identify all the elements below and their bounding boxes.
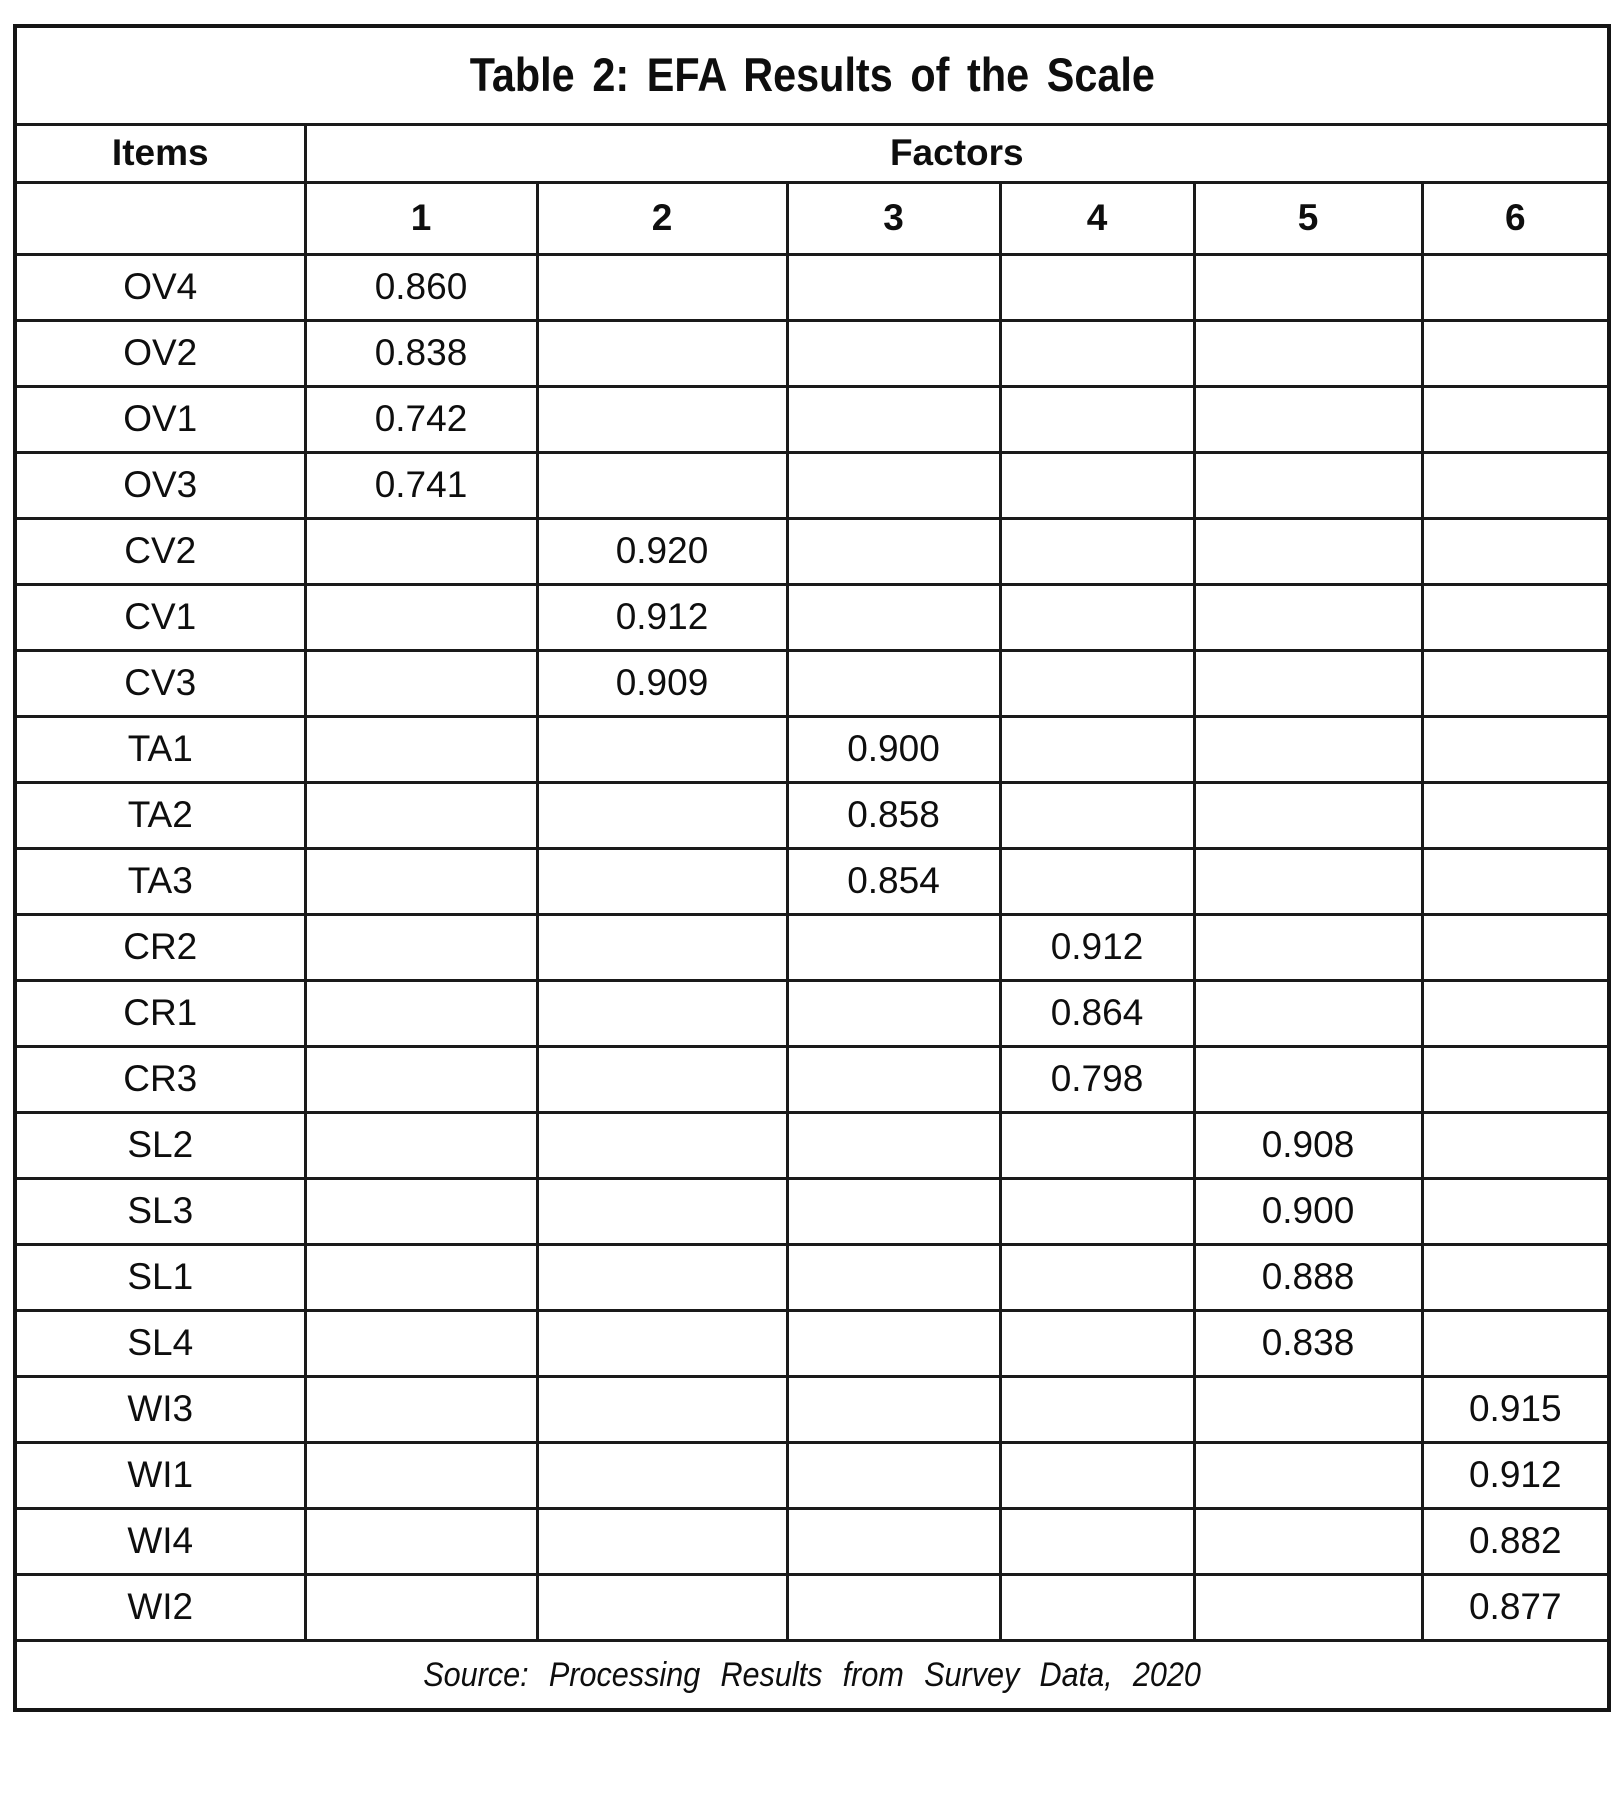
factor-cell	[1194, 980, 1422, 1046]
factor-cell	[1000, 518, 1194, 584]
title-cell	[15, 26, 1609, 124]
factor-cell	[787, 386, 1000, 452]
factor-cell	[787, 1574, 1000, 1640]
item-label: SL2	[15, 1112, 305, 1178]
factor-cell	[1000, 1112, 1194, 1178]
factor-cell	[1422, 1046, 1609, 1112]
factor-cell	[1422, 254, 1609, 320]
factor-cell	[787, 1508, 1000, 1574]
items-header: Items	[15, 124, 305, 182]
factor-cell: 0.741	[305, 452, 537, 518]
factor-cell	[1422, 452, 1609, 518]
table-row	[15, 980, 1609, 1046]
factor-cell	[537, 1310, 787, 1376]
factor-column-header: 2	[537, 182, 787, 254]
factor-cell	[1422, 716, 1609, 782]
factor-cell: 0.860	[305, 254, 537, 320]
table-row	[15, 1508, 1609, 1574]
factor-cell	[1000, 1310, 1194, 1376]
factor-cell	[1000, 1574, 1194, 1640]
factor-cell	[1000, 1508, 1194, 1574]
factor-cell	[1422, 386, 1609, 452]
table-row	[15, 782, 1609, 848]
factor-cell	[787, 254, 1000, 320]
factor-cell	[1194, 716, 1422, 782]
title-row	[15, 26, 1609, 124]
item-label: CV1	[15, 584, 305, 650]
table-row	[15, 1112, 1609, 1178]
factor-cell: 0.858	[787, 782, 1000, 848]
table-title: Table 2: EFA Results of the Scale	[469, 48, 1155, 102]
item-label: WI3	[15, 1376, 305, 1442]
factor-cell	[305, 1310, 537, 1376]
factor-cell	[1194, 914, 1422, 980]
factor-cell	[537, 848, 787, 914]
factor-cell: 0.909	[537, 650, 787, 716]
factor-cell	[1422, 914, 1609, 980]
factor-cell	[537, 1442, 787, 1508]
table-row	[15, 584, 1609, 650]
item-label: SL4	[15, 1310, 305, 1376]
table-row	[15, 650, 1609, 716]
factor-cell	[1422, 584, 1609, 650]
factor-cell	[1422, 518, 1609, 584]
item-label: OV1	[15, 386, 305, 452]
factor-cell	[305, 1508, 537, 1574]
factor-cell: 0.908	[1194, 1112, 1422, 1178]
factor-cell	[305, 980, 537, 1046]
factor-cell	[537, 1178, 787, 1244]
factor-cell	[305, 716, 537, 782]
factor-cell	[1194, 1442, 1422, 1508]
factor-cell	[1000, 716, 1194, 782]
factor-cell	[1194, 386, 1422, 452]
table-row	[15, 1178, 1609, 1244]
factor-cell	[1194, 1376, 1422, 1442]
factor-cell: 0.798	[1000, 1046, 1194, 1112]
factor-cell	[1000, 452, 1194, 518]
factor-cell	[305, 782, 537, 848]
factor-cell	[787, 1244, 1000, 1310]
factor-column-header: 4	[1000, 182, 1194, 254]
factor-cell: 0.742	[305, 386, 537, 452]
factor-cell	[1422, 1310, 1609, 1376]
factor-cell	[305, 1376, 537, 1442]
table-row	[15, 254, 1609, 320]
factor-number-row	[15, 182, 1609, 254]
item-label: SL3	[15, 1178, 305, 1244]
factor-cell	[537, 782, 787, 848]
factor-cell	[305, 584, 537, 650]
factor-cell	[787, 1112, 1000, 1178]
factor-cell	[1422, 650, 1609, 716]
factor-cell: 0.920	[537, 518, 787, 584]
factor-column-header: 6	[1422, 182, 1609, 254]
factor-column-header: 3	[787, 182, 1000, 254]
factor-cell	[787, 320, 1000, 386]
factor-cell	[1422, 980, 1609, 1046]
factor-cell: 0.838	[1194, 1310, 1422, 1376]
factor-cell	[1000, 782, 1194, 848]
table-row	[15, 848, 1609, 914]
table-row	[15, 1046, 1609, 1112]
factor-cell	[305, 848, 537, 914]
factor-cell: 0.912	[537, 584, 787, 650]
factor-cell	[1194, 452, 1422, 518]
factors-header: Factors	[305, 124, 1609, 182]
factor-cell: 0.838	[305, 320, 537, 386]
footer-row	[15, 1640, 1609, 1710]
factor-cell: 0.888	[1194, 1244, 1422, 1310]
factor-cell	[787, 452, 1000, 518]
factor-cell	[537, 1112, 787, 1178]
source-cell	[15, 1640, 1609, 1710]
factor-cell	[1000, 584, 1194, 650]
factor-cell	[1000, 386, 1194, 452]
factor-cell: 0.900	[787, 716, 1000, 782]
item-label: TA1	[15, 716, 305, 782]
factor-cell	[305, 518, 537, 584]
table-row	[15, 386, 1609, 452]
factor-cell	[1422, 1244, 1609, 1310]
efa-results-table	[13, 24, 1611, 1712]
item-label: TA2	[15, 782, 305, 848]
item-label: WI4	[15, 1508, 305, 1574]
table-row	[15, 716, 1609, 782]
factor-cell	[787, 980, 1000, 1046]
table-row	[15, 1310, 1609, 1376]
factor-cell	[305, 650, 537, 716]
item-label: CR2	[15, 914, 305, 980]
factor-cell	[1000, 1178, 1194, 1244]
factor-cell	[1422, 848, 1609, 914]
table-row	[15, 518, 1609, 584]
factor-cell	[1194, 1574, 1422, 1640]
factor-cell	[787, 650, 1000, 716]
item-label: CV3	[15, 650, 305, 716]
factor-cell: 0.912	[1000, 914, 1194, 980]
item-label: SL1	[15, 1244, 305, 1310]
factor-cell: 0.900	[1194, 1178, 1422, 1244]
factor-cell	[305, 1442, 537, 1508]
factor-cell: 0.864	[1000, 980, 1194, 1046]
item-label: CR3	[15, 1046, 305, 1112]
factor-cell	[537, 1508, 787, 1574]
factor-cell	[537, 914, 787, 980]
factor-cell	[537, 452, 787, 518]
factor-cell: 0.877	[1422, 1574, 1609, 1640]
factor-cell	[787, 1046, 1000, 1112]
source-note: Source: Processing Results from Survey Data, 2020	[423, 1656, 1201, 1695]
factor-cell	[787, 1376, 1000, 1442]
factor-cell	[537, 716, 787, 782]
table-row	[15, 1376, 1609, 1442]
factor-cell: 0.854	[787, 848, 1000, 914]
factor-cell	[787, 1310, 1000, 1376]
factor-cell	[1422, 320, 1609, 386]
item-label: WI1	[15, 1442, 305, 1508]
factor-cell	[1194, 650, 1422, 716]
factor-cell	[1000, 848, 1194, 914]
factor-cell	[1000, 1442, 1194, 1508]
factor-column-header: 1	[305, 182, 537, 254]
factor-column-header: 5	[1194, 182, 1422, 254]
factor-cell	[1194, 584, 1422, 650]
factor-cell	[537, 1046, 787, 1112]
factor-cell	[537, 320, 787, 386]
item-label: OV2	[15, 320, 305, 386]
factor-cell	[1000, 320, 1194, 386]
factor-cell	[1194, 320, 1422, 386]
factor-cell	[787, 518, 1000, 584]
factor-cell: 0.882	[1422, 1508, 1609, 1574]
factor-cell	[1194, 848, 1422, 914]
factor-cell	[1194, 1508, 1422, 1574]
factor-cell	[1422, 1178, 1609, 1244]
factor-cell: 0.915	[1422, 1376, 1609, 1442]
factor-cell	[537, 254, 787, 320]
factor-cell	[787, 1178, 1000, 1244]
factor-cell	[537, 1574, 787, 1640]
item-label: CR1	[15, 980, 305, 1046]
factor-cell	[787, 914, 1000, 980]
factor-cell	[1194, 518, 1422, 584]
item-label: WI2	[15, 1574, 305, 1640]
factor-cell	[537, 386, 787, 452]
factor-cell	[305, 1574, 537, 1640]
factor-cell	[305, 1112, 537, 1178]
table-row	[15, 320, 1609, 386]
factor-cell	[305, 1244, 537, 1310]
item-label: OV4	[15, 254, 305, 320]
item-label: TA3	[15, 848, 305, 914]
table-row	[15, 1574, 1609, 1640]
factor-cell	[1194, 782, 1422, 848]
item-label: OV3	[15, 452, 305, 518]
factor-cell	[305, 1178, 537, 1244]
factor-cell: 0.912	[1422, 1442, 1609, 1508]
factor-cell	[1194, 1046, 1422, 1112]
factor-cell	[1000, 1376, 1194, 1442]
factor-cell	[1422, 782, 1609, 848]
factor-cell	[1194, 254, 1422, 320]
factor-cell	[537, 1244, 787, 1310]
factor-cell	[1000, 650, 1194, 716]
factor-cell	[537, 1376, 787, 1442]
factor-cell	[787, 1442, 1000, 1508]
factor-cell	[537, 980, 787, 1046]
header-row	[15, 124, 1609, 182]
empty-cell	[15, 182, 305, 254]
factor-cell	[305, 1046, 537, 1112]
factor-cell	[1000, 254, 1194, 320]
factor-cell	[305, 914, 537, 980]
table-row	[15, 1442, 1609, 1508]
factor-cell	[1000, 1244, 1194, 1310]
factor-cell	[1422, 1112, 1609, 1178]
table-row	[15, 914, 1609, 980]
item-label: CV2	[15, 518, 305, 584]
table-row	[15, 452, 1609, 518]
table-row	[15, 1244, 1609, 1310]
factor-cell	[787, 584, 1000, 650]
